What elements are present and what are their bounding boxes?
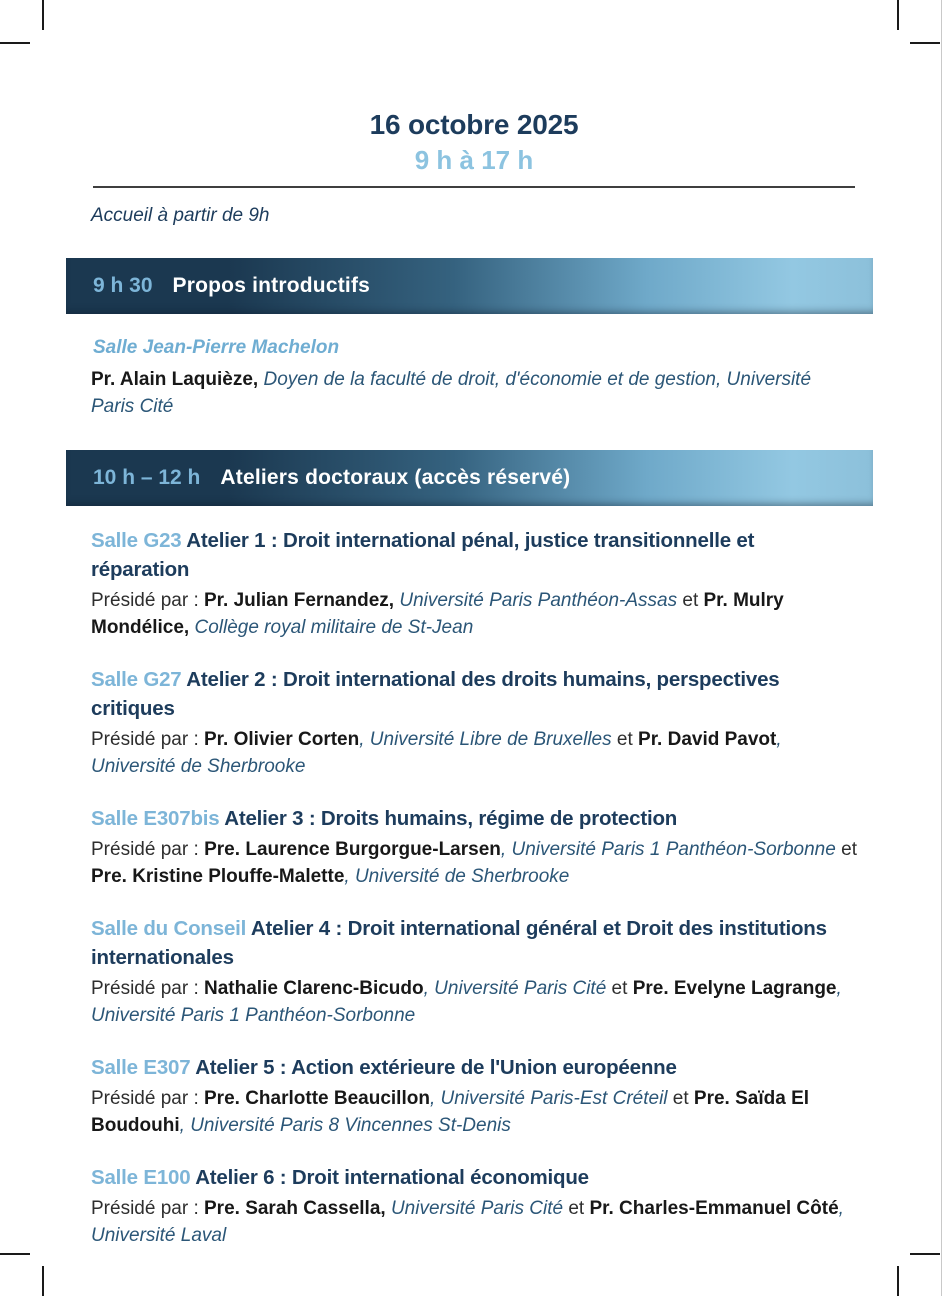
text-segment: Pr. Mulry Mondélice, xyxy=(91,590,784,638)
session-title: Propos introductifs xyxy=(172,274,371,297)
text-segment: , Université Paris 1 Panthéon-Sorbonne xyxy=(91,978,842,1026)
text-segment: et xyxy=(835,839,857,860)
text-segment: , Université de Sherbrooke xyxy=(91,729,782,777)
text-segment: Pre. Saïda El Boudouhi xyxy=(91,1088,810,1136)
text-segment: et xyxy=(611,729,639,750)
text-segment: Doyen de la faculté de droit, d'économie et de gestion, Université Paris Cité xyxy=(91,369,812,417)
text-segment: Présidé par : xyxy=(91,729,204,750)
welcome-note: Accueil à partir de 9h xyxy=(91,205,270,226)
room-label: Salle G27 xyxy=(91,668,182,691)
atelier-block-3 xyxy=(91,804,857,890)
crop-mark-top-right-h xyxy=(910,42,940,44)
text-segment: et xyxy=(606,978,633,999)
text-segment: Pr. Olivier Corten xyxy=(204,729,360,750)
session-time: 9 h 30 xyxy=(93,274,153,297)
atelier-block-5 xyxy=(91,1053,857,1139)
atelier-block-1 xyxy=(91,526,857,641)
text-segment: Collège royal militaire de St-Jean xyxy=(194,617,474,638)
room-label: Salle E307 xyxy=(91,1056,191,1079)
chairs-line xyxy=(91,1195,857,1249)
text-segment: Pr. Julian Fernandez, xyxy=(204,590,395,611)
text-segment: Présidé par : xyxy=(91,1088,204,1109)
text-segment: Présidé par : xyxy=(91,839,205,860)
masthead xyxy=(91,108,857,176)
text-segment: Pre. Kristine Plouffe-Malette xyxy=(91,866,345,887)
atelier-title xyxy=(91,665,857,723)
text-segment: , Université Paris 1 Panthéon-Sorbonne xyxy=(500,839,836,860)
atelier-title-text: Atelier 6 : Droit international économique xyxy=(195,1166,589,1189)
text-segment: , Université Laval xyxy=(91,1198,844,1246)
text-segment: , Université Libre de Bruxelles xyxy=(359,729,612,750)
event-hours: 9 h à 17 h xyxy=(414,145,534,175)
atelier-block-6 xyxy=(91,1163,857,1249)
atelier-title xyxy=(91,804,857,833)
text-segment: Pr. Alain Laquièze, xyxy=(91,369,259,390)
text-segment: Pre. Charlotte Beaucillon xyxy=(204,1088,430,1109)
crop-mark-bottom-left-v xyxy=(42,1266,44,1296)
atelier-title-text: Atelier 5 : Action extérieure de l'Union européenne xyxy=(195,1056,677,1079)
room-label: Salle E100 xyxy=(91,1166,191,1189)
crop-mark-bottom-left-h xyxy=(0,1253,30,1255)
atelier-block-2 xyxy=(91,665,857,780)
text-segment: , Université Paris Cité xyxy=(423,978,607,999)
chairs-line xyxy=(91,726,857,780)
event-date: 16 octobre 2025 xyxy=(369,109,579,140)
text-segment: Pr. Charles-Emmanuel Côté xyxy=(589,1198,839,1219)
atelier-title xyxy=(91,526,857,584)
text-segment: Nathalie Clarenc-Bicudo xyxy=(204,978,424,999)
text-segment: et xyxy=(677,590,704,611)
atelier-title-text: Atelier 2 : Droit international des droits humains, perspectives critiques xyxy=(91,668,780,720)
atelier-block-4 xyxy=(91,914,857,1029)
text-segment: , Université Paris 8 Vincennes St-Denis xyxy=(179,1115,511,1136)
chairs-line xyxy=(91,587,857,641)
room-label: Salle G23 xyxy=(91,529,182,552)
atelier-title-text: Atelier 3 : Droits humains, régime de protection xyxy=(224,807,678,830)
text-segment: Pre. Sarah Cassella, xyxy=(204,1198,386,1219)
crop-mark-top-left-v xyxy=(42,0,44,30)
text-segment: Présidé par : xyxy=(91,978,204,999)
session-title: Ateliers doctoraux (accès réservé) xyxy=(220,466,571,489)
venue-label: Salle Jean-Pierre Machelon xyxy=(93,337,340,358)
text-segment: Présidé par : xyxy=(91,1198,204,1219)
atelier-title xyxy=(91,914,857,972)
room-label: Salle E307bis xyxy=(91,807,220,830)
chairs-line xyxy=(91,975,857,1029)
session-ateliers xyxy=(91,450,857,1249)
header-divider xyxy=(93,186,855,188)
text-segment: et xyxy=(667,1088,694,1109)
atelier-title-text: Atelier 1 : Droit international pénal, justice transitionnelle et réparation xyxy=(91,529,755,581)
crop-mark-top-right-v xyxy=(897,0,899,30)
atelier-title xyxy=(91,1053,857,1082)
session-intro xyxy=(91,258,857,420)
crop-mark-bottom-right-h xyxy=(910,1253,940,1255)
crop-mark-bottom-right-v xyxy=(897,1266,899,1296)
speaker-line xyxy=(91,366,857,420)
session-bar xyxy=(66,258,873,314)
text-segment: Pr. David Pavot xyxy=(638,729,777,750)
text-segment: , Université de Sherbrooke xyxy=(344,866,570,887)
chairs-line xyxy=(91,1085,857,1139)
text-segment: Présidé par : xyxy=(91,590,204,611)
chairs-line xyxy=(91,836,857,890)
text-segment: Université Paris Cité xyxy=(390,1198,564,1219)
atelier-title-text: Atelier 4 : Droit international général et Droit des institutions internationales xyxy=(91,917,827,969)
session-bar xyxy=(66,450,873,506)
text-segment: , Université Paris-Est Créteil xyxy=(429,1088,668,1109)
crop-mark-top-left-h xyxy=(0,42,30,44)
atelier-title xyxy=(91,1163,857,1192)
room-label: Salle du Conseil xyxy=(91,917,247,940)
text-segment: et xyxy=(563,1198,590,1219)
text-segment: Pre. Laurence Burgorgue-Larsen xyxy=(204,839,501,860)
text-segment: Pre. Evelyne Lagrange xyxy=(632,978,837,999)
text-segment: Université Paris Panthéon-Assas xyxy=(399,590,678,611)
session-time: 10 h – 12 h xyxy=(93,466,201,489)
